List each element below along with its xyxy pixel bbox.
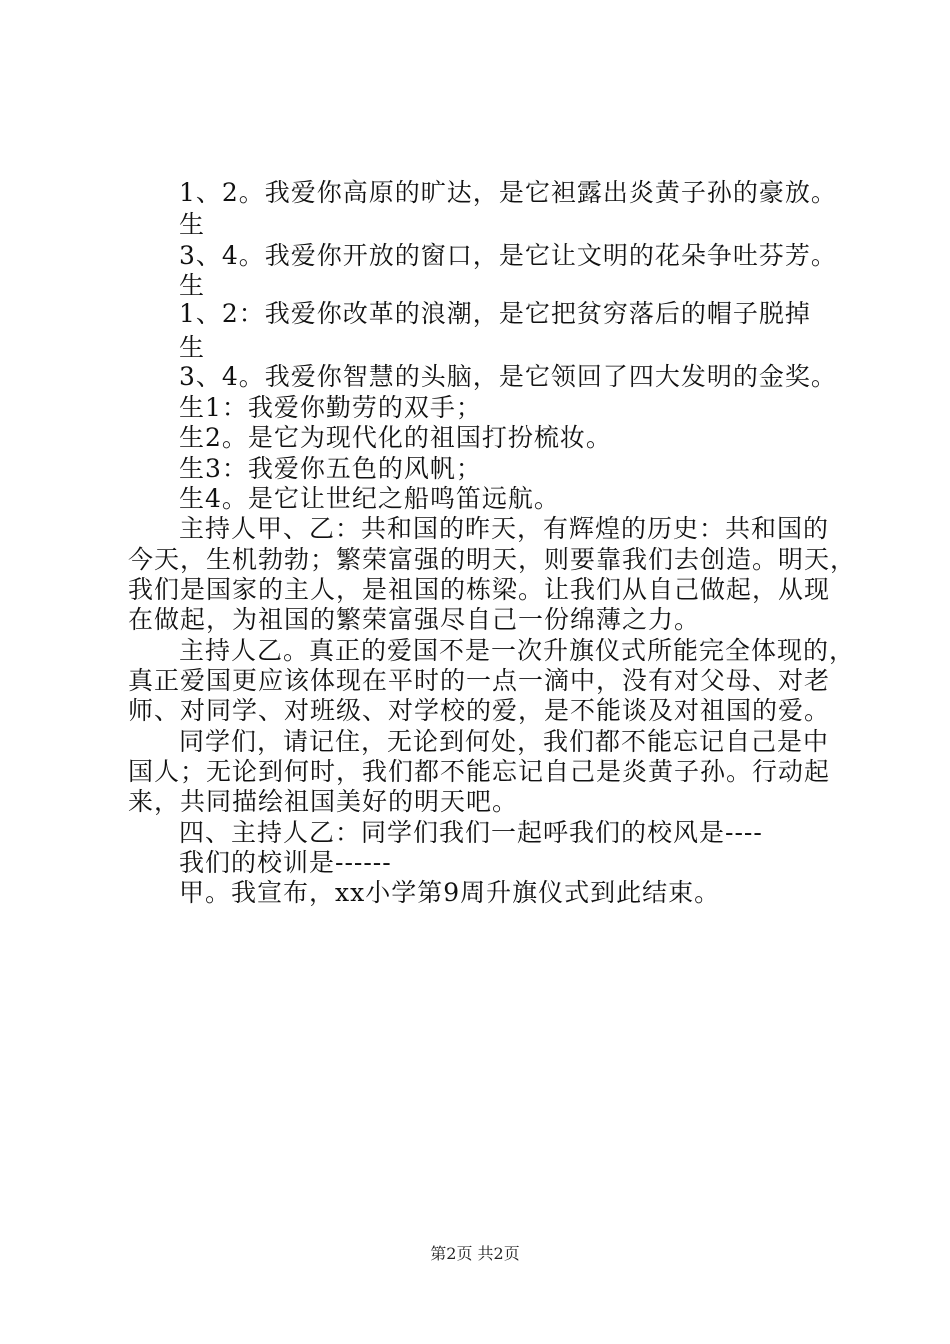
text-line: 生 xyxy=(179,271,206,300)
text-line: 国人；无论到何时，我们都不能忘记自己是炎黄子孙。行动起 xyxy=(128,757,831,786)
text-line: 我们是国家的主人，是祖国的栋梁。让我们从自己做起，从现 xyxy=(128,575,831,604)
text-line: 四、主持人乙：同学们我们一起呼我们的校风是---- xyxy=(179,818,763,847)
text-line: 生3：我爱你五色的风帆； xyxy=(179,454,482,483)
text-line: 生 xyxy=(179,210,206,239)
text-line: 生4。是它让世纪之船鸣笛远航。 xyxy=(179,484,560,513)
text-line: 主持人甲、乙：共和国的昨天，有辉煌的历史：共和国的 xyxy=(179,514,830,543)
text-line: 主持人乙。真正的爱国不是一次升旗仪式所能完全体现的， xyxy=(179,636,856,665)
text-line: 生1：我爱你勤劳的双手； xyxy=(179,393,482,422)
text-line: 来，共同描绘祖国美好的明天吧。 xyxy=(128,787,519,816)
text-line: 在做起，为祖国的繁荣富强尽自己一份绵薄之力。 xyxy=(128,605,701,634)
text-line: 3、4。我爱你智慧的头脑，是它领回了四大发明的金奖。 xyxy=(179,362,837,391)
text-line: 同学们，请记住，无论到何处，我们都不能忘记自己是中 xyxy=(179,727,830,756)
text-line: 1、2。我爱你高原的旷达，是它袒露出炎黄子孙的豪放。 xyxy=(179,178,837,207)
text-line: 1、2：我爱你改革的浪潮，是它把贫穷落后的帽子脱掉 xyxy=(179,299,811,328)
page-number: 第2页 共2页 xyxy=(430,1244,520,1263)
text-line: 甲。我宣布，xx小学第9周升旗仪式到此结束。 xyxy=(179,878,721,907)
text-line: 生 xyxy=(179,333,206,362)
text-line: 今天，生机勃勃；繁荣富强的明天，则要靠我们去创造。明天， xyxy=(128,545,857,574)
text-line: 生2。是它为现代化的祖国打扮梳妆。 xyxy=(179,423,612,452)
text-line: 真正爱国更应该体现在平时的一点一滴中，没有对父母、对老 xyxy=(128,666,831,695)
text-line: 师、对同学、对班级、对学校的爱，是不能谈及对祖国的爱。 xyxy=(128,696,831,725)
text-line: 我们的校训是------ xyxy=(179,848,392,877)
text-line: 3、4。我爱你开放的窗口，是它让文明的花朵争吐芬芳。 xyxy=(179,241,837,270)
